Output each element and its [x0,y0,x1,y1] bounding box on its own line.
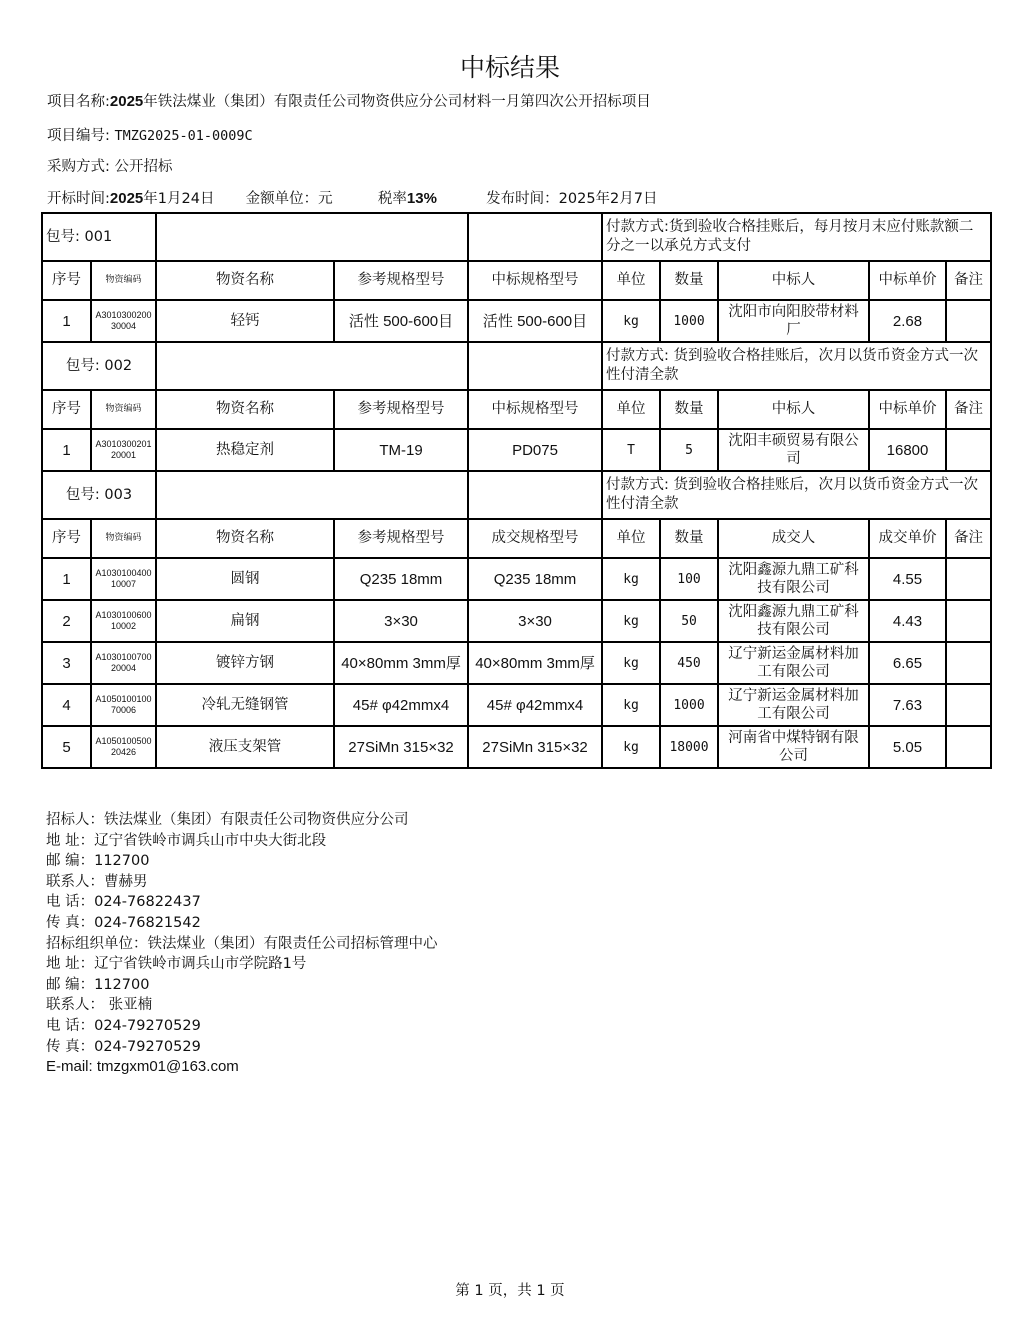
package-blank-cell [156,213,468,261]
project-code-value: TMZG2025-01-0009C [114,128,253,144]
contact-line: 招标组织单位：铁法煤业（集团）有限责任公司招标管理中心 [46,935,438,952]
column-header: 物资名称 [156,261,334,300]
remark-cell [946,429,991,471]
reference-spec-cell: TM-19 [334,429,468,471]
column-header: 单位 [602,261,660,300]
unit-cell: T [602,429,660,471]
column-header: 单位 [602,390,660,429]
winner-cell: 沈阳市向阳胶带材料厂 [718,300,869,342]
row-no-cell: 5 [42,726,91,768]
package-row [42,342,991,390]
material-code-cell: A103010070020004 [91,642,156,684]
bid-spec-cell: 3×30 [468,600,602,642]
project-name-year: 2025 [109,93,144,110]
package-number: 包号: 001 [42,213,156,261]
bid-spec-cell: 45# φ42mmx4 [468,684,602,726]
page-footer: 第 1 页，共 1 页 [455,1283,565,1299]
column-header: 单位 [602,519,660,558]
project-code-label: 项目编号: [47,128,110,144]
unit-cell: kg [602,684,660,726]
quantity-cell: 5 [660,429,718,471]
column-header: 序号 [42,519,91,558]
column-header: 中标单价 [869,261,946,300]
bid-spec-cell: PD075 [468,429,602,471]
bid-spec-cell: 40×80mm 3mm厚 [468,642,602,684]
column-header: 中标单价 [869,390,946,429]
open-time-label: 开标时间: [47,191,110,207]
column-header: 成交人 [718,519,869,558]
quantity-cell: 100 [660,558,718,600]
bid-spec-cell: Q235 18mm [468,558,602,600]
column-header: 数量 [660,390,718,429]
column-header: 数量 [660,519,718,558]
contact-line: 地 址：辽宁省铁岭市调兵山市中央大街北段 [46,832,327,849]
contact-line: 邮 编：112700 [46,853,150,870]
unit-cell: kg [602,300,660,342]
package-blank-cell [468,342,602,390]
row-no-cell: 4 [42,684,91,726]
row-no-cell: 3 [42,642,91,684]
table-row [42,684,991,726]
open-time-year: 2025 [109,190,144,207]
table-header-row [42,261,991,300]
material-name-cell: 液压支架管 [156,726,334,768]
payment-terms: 付款方式:货到验收合格挂账后，每月按月末应付账款额二分之一以承兑方式支付 [602,213,991,261]
open-time-line [47,187,658,208]
winner-cell: 辽宁新运金属材料加工有限公司 [718,684,869,726]
amount-unit: 金额单位：元 [245,191,333,207]
material-code-cell: A301030020030004 [91,300,156,342]
project-code-line [47,124,253,145]
material-code-cell: A301030020120001 [91,429,156,471]
row-no-cell: 1 [42,300,91,342]
quantity-cell: 1000 [660,300,718,342]
table-row [42,429,991,471]
reference-spec-cell: Q235 18mm [334,558,468,600]
material-name-cell: 冷轧无缝钢管 [156,684,334,726]
column-header: 物资名称 [156,390,334,429]
reference-spec-cell: 活性 500-600目 [334,300,468,342]
contact-line: 联系人：曹赫男 [46,873,148,890]
column-header: 序号 [42,390,91,429]
column-header: 物资名称 [156,519,334,558]
table-header-row [42,390,991,429]
package-number: 包号: 003 [42,471,156,519]
row-no-cell: 2 [42,600,91,642]
column-header: 中标人 [718,390,869,429]
remark-cell [946,642,991,684]
unit-price-cell: 2.68 [869,300,946,342]
unit-cell: kg [602,642,660,684]
material-code-cell: A103010060010002 [91,600,156,642]
reference-spec-cell: 40×80mm 3mm厚 [334,642,468,684]
purchase-method-value: 公开招标 [114,159,173,175]
reference-spec-cell: 3×30 [334,600,468,642]
package-blank-cell [156,471,468,519]
quantity-cell: 1000 [660,684,718,726]
quantity-cell: 50 [660,600,718,642]
unit-price-cell: 5.05 [869,726,946,768]
remark-cell [946,300,991,342]
column-header: 序号 [42,261,91,300]
unit-price-cell: 6.65 [869,642,946,684]
bid-spec-cell: 活性 500-600目 [468,300,602,342]
remark-cell [946,558,991,600]
table-row [42,726,991,768]
contact-line: 联系人： 张亚楠 [46,997,153,1014]
column-header: 成交规格型号 [468,519,602,558]
table-row [42,558,991,600]
column-header: 备注 [946,519,991,558]
unit-price-cell: 4.43 [869,600,946,642]
quantity-cell: 450 [660,642,718,684]
material-code-cell: A105010050020426 [91,726,156,768]
reference-spec-cell: 45# φ42mmx4 [334,684,468,726]
contact-line: 招标人：铁法煤业（集团）有限责任公司物资供应分公司 [46,812,409,828]
unit-cell: kg [602,600,660,642]
material-code-cell: A103010040010007 [91,558,156,600]
tax-label: 税率 [377,191,407,207]
unit-price-cell: 7.63 [869,684,946,726]
column-header: 数量 [660,261,718,300]
table-header-row [42,519,991,558]
project-name-label: 项目名称: [47,94,110,110]
material-name-cell: 热稳定剂 [156,429,334,471]
column-header: 参考规格型号 [334,390,468,429]
contact-line: 电 话：024-76822437 [46,894,201,911]
contact-line: 电 话：024-79270529 [46,1017,201,1034]
tax-value: 13% [406,190,437,207]
column-header: 成交单价 [869,519,946,558]
contact-line: 传 真：024-76821542 [46,914,201,931]
material-name-cell: 圆钢 [156,558,334,600]
row-no-cell: 1 [42,558,91,600]
winner-cell: 沈阳丰硕贸易有限公司 [718,429,869,471]
table-row [42,300,991,342]
material-name-cell: 镀锌方钢 [156,642,334,684]
quantity-cell: 18000 [660,726,718,768]
package-blank-cell [156,342,468,390]
column-header: 备注 [946,390,991,429]
publish-time: 发布时间：2025年2月7日 [486,191,658,207]
reference-spec-cell: 27SiMn 315×32 [334,726,468,768]
package-row [42,213,991,261]
column-header: 中标人 [718,261,869,300]
package-number: 包号: 002 [42,342,156,390]
column-header: 物资编码 [91,519,156,558]
column-header: 备注 [946,261,991,300]
column-header: 中标规格型号 [468,261,602,300]
remark-cell [946,600,991,642]
column-header: 物资编码 [91,390,156,429]
unit-cell: kg [602,726,660,768]
material-code-cell: A105010010070006 [91,684,156,726]
material-name-cell: 扁钢 [156,600,334,642]
bid-result-table [41,212,992,769]
unit-price-cell: 16800 [869,429,946,471]
package-blank-cell [468,471,602,519]
contact-line: E-mail: tmzgxm01@163.com [46,1058,239,1076]
winner-cell: 沈阳鑫源九鼎工矿科技有限公司 [718,558,869,600]
contact-line: 传 真：024-79270529 [46,1038,201,1055]
column-header: 参考规格型号 [334,261,468,300]
bid-spec-cell: 27SiMn 315×32 [468,726,602,768]
contact-info [46,810,438,1078]
purchase-method-line [47,155,173,176]
page-title: 中标结果 [459,53,560,82]
winner-cell: 辽宁新运金属材料加工有限公司 [718,642,869,684]
remark-cell [946,684,991,726]
package-blank-cell [468,213,602,261]
table-row [42,600,991,642]
unit-cell: kg [602,558,660,600]
column-header: 物资编码 [91,261,156,300]
column-header: 参考规格型号 [334,519,468,558]
unit-price-cell: 4.55 [869,558,946,600]
project-name-line [47,90,651,111]
open-time-value: 年1月24日 [143,191,215,207]
remark-cell [946,726,991,768]
table-row [42,642,991,684]
purchase-method-label: 采购方式: [47,159,110,175]
project-name-value: 年铁法煤业（集团）有限责任公司物资供应分公司材料一月第四次公开招标项目 [143,94,651,110]
material-name-cell: 轻钙 [156,300,334,342]
payment-terms: 付款方式: 货到验收合格挂账后，次月以货币资金方式一次性付清全款 [602,342,991,390]
contact-line: 邮 编：112700 [46,976,150,993]
column-header: 中标规格型号 [468,390,602,429]
row-no-cell: 1 [42,429,91,471]
payment-terms: 付款方式: 货到验收合格挂账后，次月以货币资金方式一次性付清全款 [602,471,991,519]
contact-line: 地 址：辽宁省铁岭市调兵山市学院路1号 [46,956,307,973]
winner-cell: 沈阳鑫源九鼎工矿科技有限公司 [718,600,869,642]
package-row [42,471,991,519]
winner-cell: 河南省中煤特钢有限公司 [718,726,869,768]
